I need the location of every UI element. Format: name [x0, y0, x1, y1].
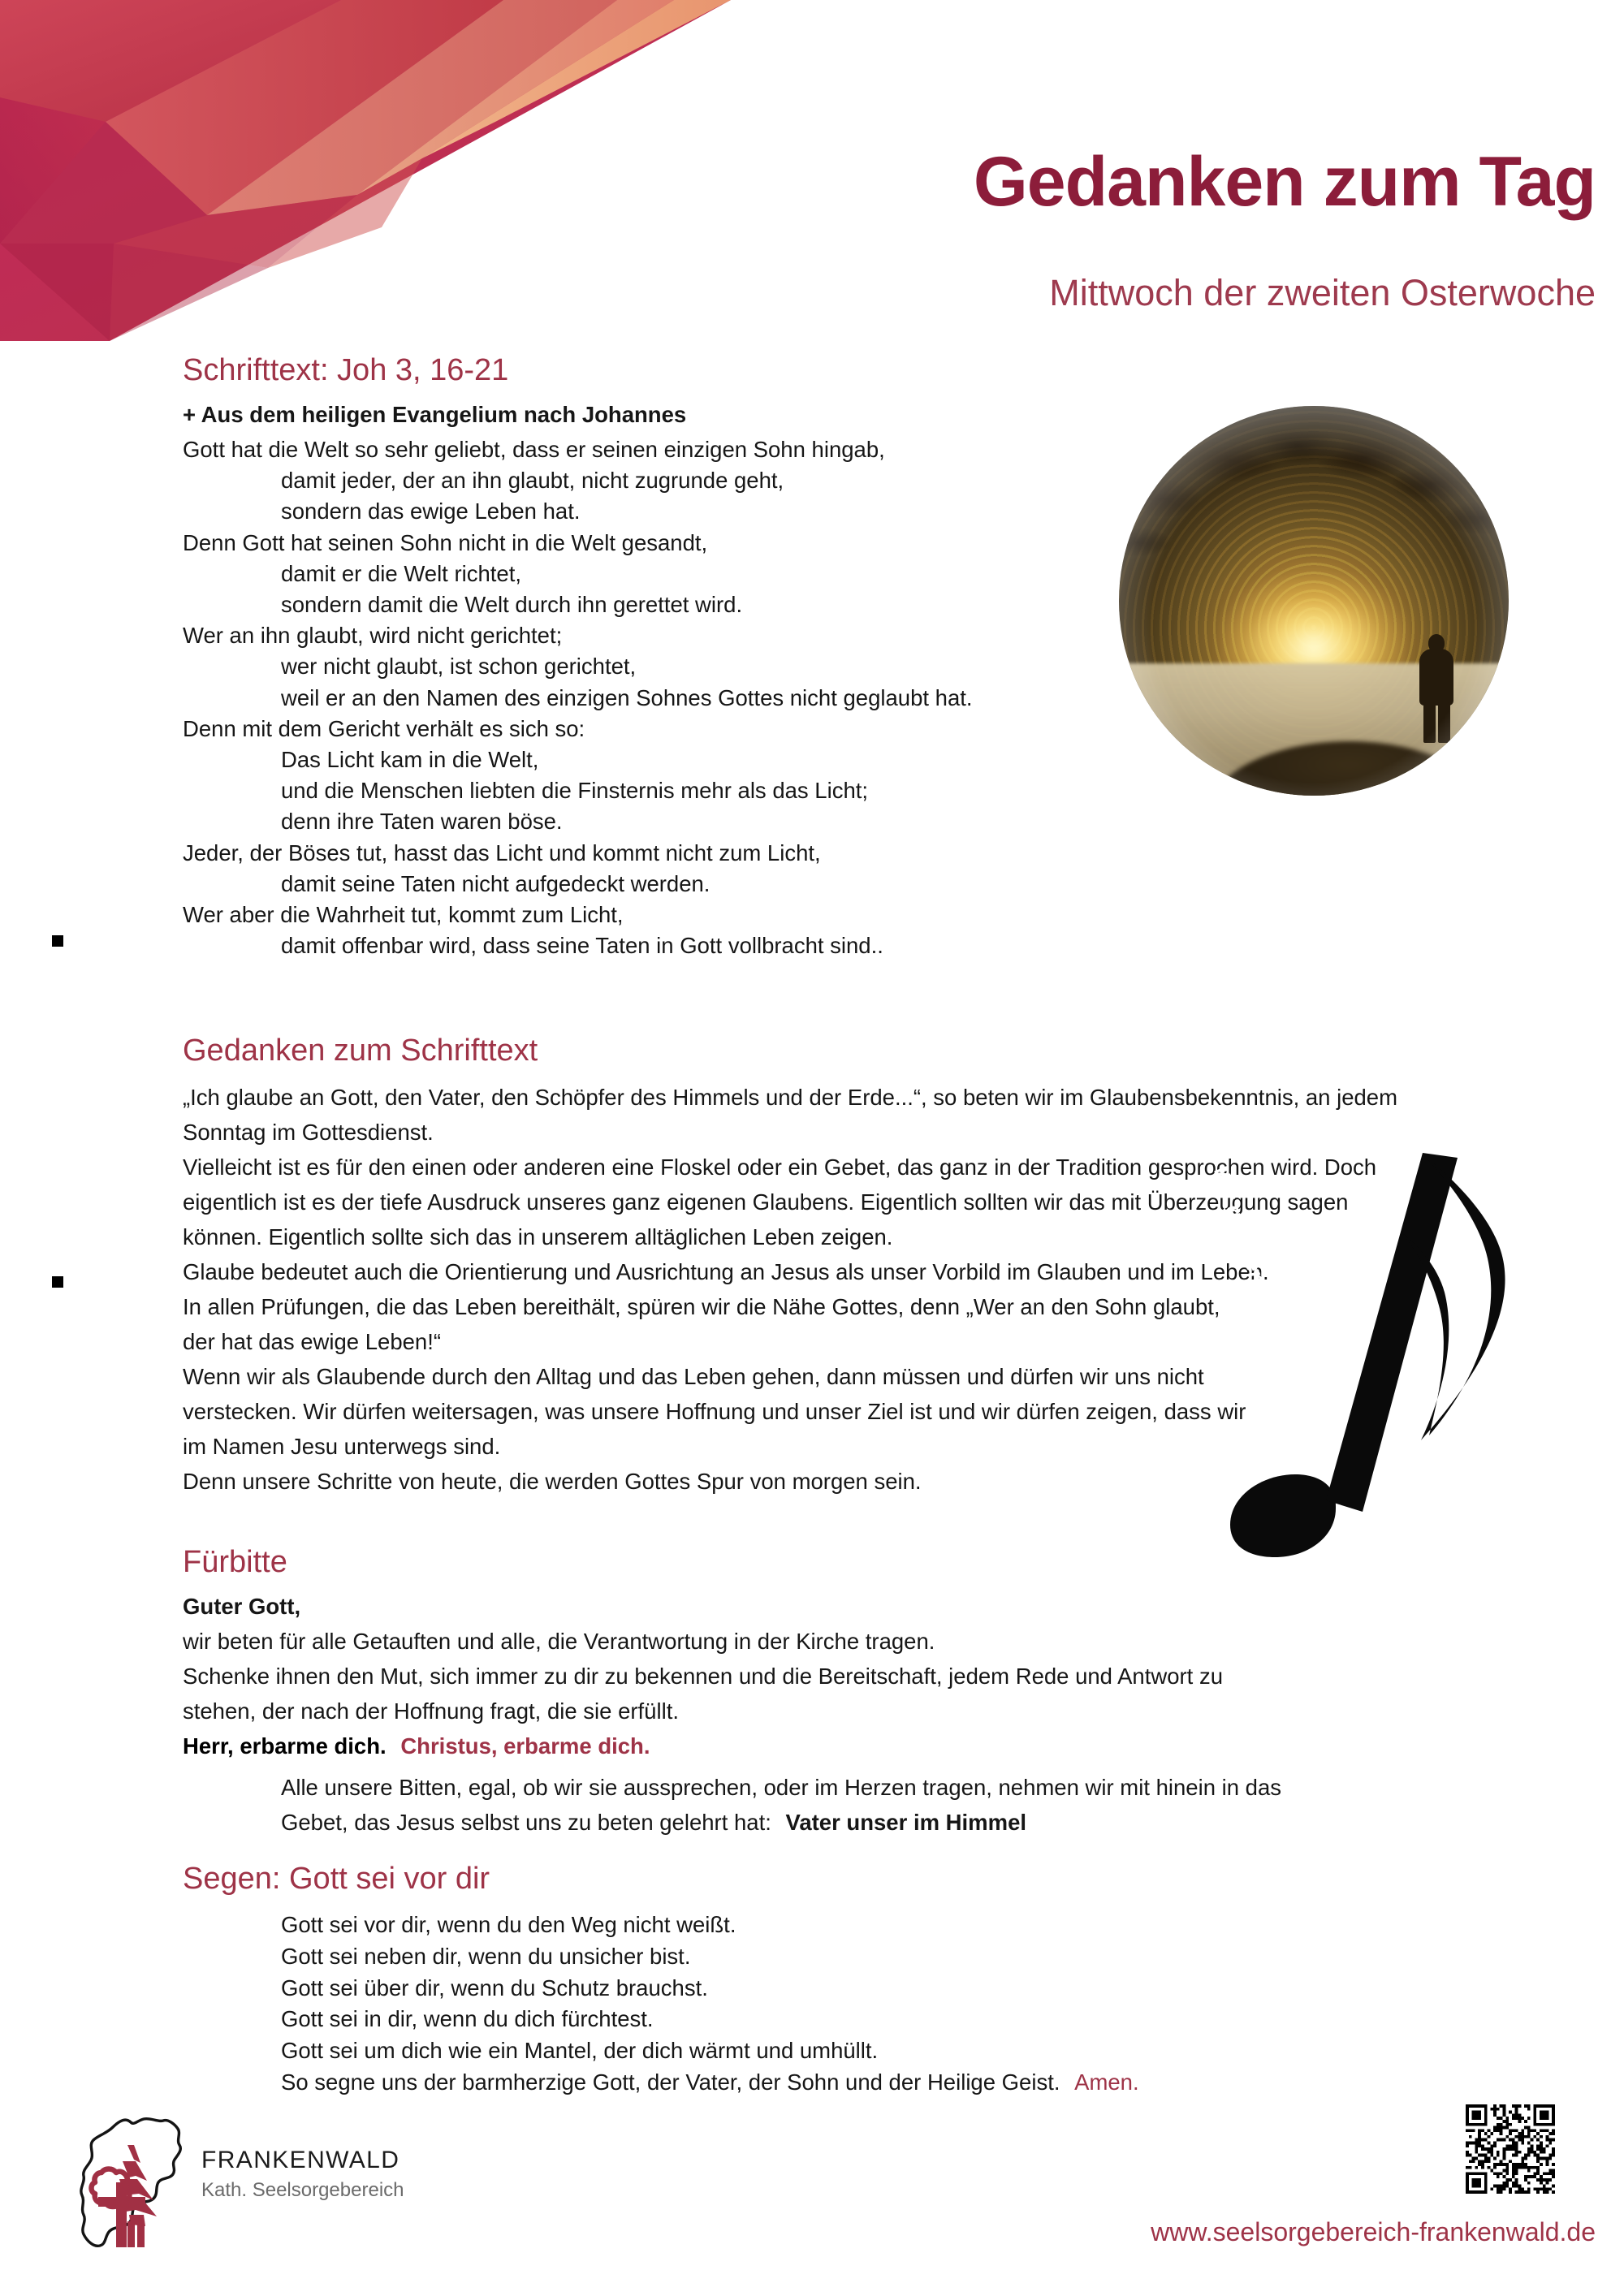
decorative-banner [0, 0, 731, 341]
blessing-line: Gott sei über dir, wenn du Schutz brauchst. [281, 1974, 708, 2000]
blessing-amen: Amen. [1074, 2069, 1139, 2095]
reflection-paragraph-2: Vielleicht ist es für den einen oder anderen eine Floskel oder ein Gebet, das ganz in der Tradition gesprochen wird. Doch eigentlich ist es der tiefe Ausdruck unseres ganz eigenen Glaubens. Eigentlich sollten wir das mit Überzeugung sagen können. Eigentlich sollte sich das in unserem alltäglichen Leben zeigen. [183, 1154, 1377, 1249]
intercession-closing-line-1: Alle unsere Bitten, egal, ob wir sie aussprechen, oder im Herzen tragen, nehmen wir mit hinein in das [281, 1775, 1282, 1800]
music-note-head-label: GGB 802 [1407, 1452, 1524, 1482]
intercession-response [183, 1733, 650, 1759]
intercession-lords-prayer: Vater unser im Himmel [785, 1810, 1027, 1835]
scripture-line: sondern das ewige Leben hat. [281, 498, 581, 524]
blessing-heading: Segen: Gott sei vor dir [183, 1862, 490, 1896]
intercession-response-accent: Christus, erbarme dich. [400, 1733, 650, 1759]
scripture-line: wer nicht glaubt, ist schon gerichtet, [281, 654, 637, 680]
intercession-closing-line-2 [281, 1810, 1026, 1836]
blessing-line: Gott sei vor dir, wenn du den Weg nicht weißt. [281, 1912, 736, 1937]
logo-organisation-name: FRANKENWALD [201, 2147, 400, 2173]
reflection-paragraph-1: „Ich glaube an Gott, den Vater, den Schöpfer des Himmels und der Erde...“, so beten wir im Glaubensbekenntnis, an jedem Sonntag im Gottesdienst. [183, 1085, 1398, 1145]
footer-website-url: www.seelsorgebereich-frankenwald.de [1151, 2217, 1596, 2246]
scripture-line: Jeder, der Böses tut, hasst das Licht und kommt nicht zum Licht, [183, 839, 821, 865]
music-note-graphic [1153, 1137, 1543, 1559]
scripture-line: Gott hat die Welt so sehr geliebt, dass er seinen einzigen Sohn hingab, [183, 437, 885, 462]
scripture-line: damit offenbar wird, dass seine Taten in Gott vollbracht sind.. [281, 933, 883, 959]
reflection-paragraph-6: Denn unsere Schritte von heute, die werden Gottes Spur von morgen sein. [183, 1469, 922, 1494]
scripture-line: damit jeder, der an ihn glaubt, nicht zugrunde geht, [281, 468, 784, 494]
scripture-line: Wer an ihn glaubt, wird nicht gerichtet; [183, 623, 563, 649]
scripture-line: weil er an den Namen des einzigen Sohnes Gottes nicht geglaubt hat. [281, 684, 973, 710]
intercession-heading: Fürbitte [183, 1545, 287, 1579]
scripture-intro: + Aus dem heiligen Evangelium nach Johannes [183, 402, 687, 427]
reflection-paragraph-4: In allen Prüfungen, die das Leben bereithält, spüren wir die Nähe Gottes, denn „Wer an den Sohn glaubt, der hat das ewige Leben!“ [183, 1294, 1220, 1354]
margin-bullet-2 [52, 1276, 63, 1288]
scripture-line: Denn mit dem Gericht verhält es sich so: [183, 715, 585, 741]
photo-vignette [1119, 406, 1509, 796]
scripture-line: Denn Gott hat seinen Sohn nicht in die Welt gesandt, [183, 529, 708, 555]
blessing-line: Gott sei in dir, wenn du dich fürchtest. [281, 2006, 654, 2032]
frankenwald-logo-icon [77, 2103, 207, 2253]
scripture-line: damit seine Taten nicht aufgedeckt werden. [281, 870, 710, 896]
scripture-line: denn ihre Taten waren böse. [281, 809, 563, 835]
scripture-line: Das Licht kam in die Welt, [281, 747, 539, 772]
margin-bullet-1 [52, 935, 63, 947]
reflection-paragraph-5: Wenn wir als Glaubende durch den Alltag und das Leben gehen, dann müssen und dürfen wir uns nicht verstecken. Wir dürfen weitersagen, was unsere Hoffnung und unser Ziel ist und wir dürfen zeigen, dass wir im Namen Jesu unterwegs sind. [183, 1364, 1246, 1459]
blessing-line: Gott sei neben dir, wenn du unsicher bist. [281, 1943, 691, 1969]
logo-organisation-subtitle: Kath. Seelsorgebereich [201, 2179, 404, 2201]
reflection-heading: Gedanken zum Schrifttext [183, 1034, 538, 1068]
intercession-line-2: Schenke ihnen den Mut, sich immer zu dir zu bekennen und die Bereitschaft, jedem Rede und Antwort zu [183, 1664, 1224, 1689]
blessing-final-plain: So segne uns der barmherzige Gott, der Vater, der Sohn und der Heilige Geist. [281, 2069, 1060, 2095]
intercession-line-3: stehen, der nach der Hoffnung fragt, die sie erfüllt. [183, 1698, 679, 1724]
intercession-line-1: wir beten für alle Getauften und alle, die Verantwortung in der Kirche tragen. [183, 1629, 935, 1654]
qr-code-icon [1466, 2104, 1555, 2194]
page-subtitle: Mittwoch der zweiten Osterwoche [1049, 272, 1596, 313]
page-title: Gedanken zum Tag [973, 143, 1596, 221]
scripture-line: sondern damit die Welt durch ihn gerettet wird. [281, 592, 743, 617]
light-tunnel-photo [1119, 406, 1509, 796]
intercession-response-plain: Herr, erbarme dich. [183, 1733, 387, 1759]
reflection-paragraph-3: Glaube bedeutet auch die Orientierung und Ausrichtung an Jesus als unser Vorbild im Glauben und im Leben. [183, 1259, 1269, 1284]
blessing-final-line [281, 2069, 1139, 2095]
scripture-line: und die Menschen liebten die Finsternis mehr als das Licht; [281, 778, 869, 804]
intercession-opening: Guter Gott, [183, 1594, 301, 1619]
music-note-stem-label: Wir glauben an den einen Gott [1208, 1163, 1331, 1466]
blessing-line: Gott sei um dich wie ein Mantel, der dich wärmt und umhüllt. [281, 2038, 879, 2064]
scripture-line: damit er die Welt richtet, [281, 560, 521, 586]
scripture-line: Wer aber die Wahrheit tut, kommt zum Licht, [183, 902, 624, 927]
scripture-heading: Schrifttext: Joh 3, 16-21 [183, 353, 509, 387]
intercession-closing-text: Gebet, das Jesus selbst uns zu beten gelehrt hat: [281, 1810, 771, 1835]
